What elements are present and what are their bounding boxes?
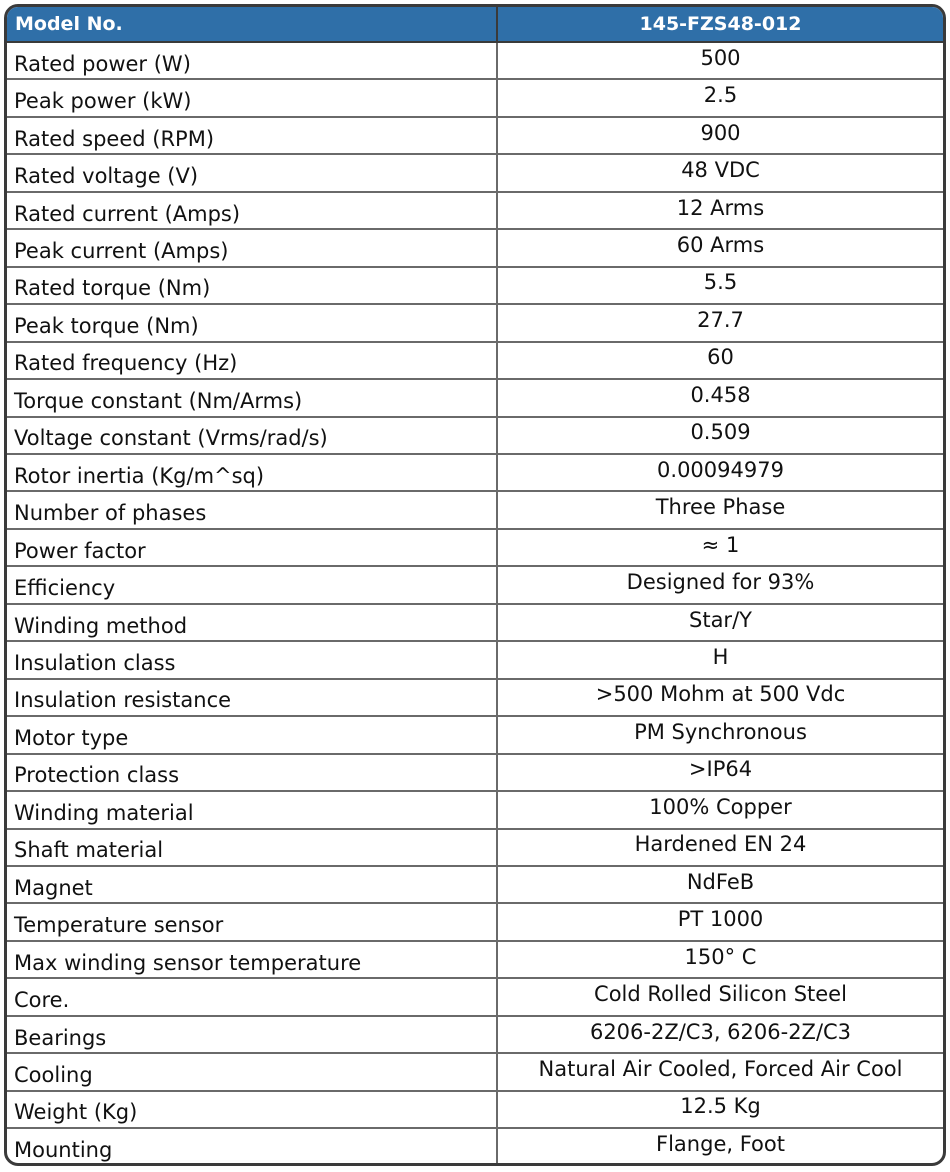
table-row xyxy=(7,1091,943,1128)
spec-value: 150° C xyxy=(497,941,943,978)
spec-label: Insulation class xyxy=(7,641,497,678)
spec-label: Motor type xyxy=(7,716,497,753)
spec-value: 6206-2Z/C3, 6206-2Z/C3 xyxy=(497,1016,943,1053)
spec-value: 27.7 xyxy=(497,304,943,341)
table-row xyxy=(7,79,943,116)
table-row xyxy=(7,679,943,716)
table-row xyxy=(7,417,943,454)
table-row xyxy=(7,1128,943,1165)
spec-value: Natural Air Cooled, Forced Air Cool xyxy=(497,1053,943,1090)
spec-label: Cooling xyxy=(7,1053,497,1090)
spec-value: 100% Copper xyxy=(497,791,943,828)
table-row xyxy=(7,491,943,528)
spec-label: Protection class xyxy=(7,754,497,791)
table-row xyxy=(7,1016,943,1053)
spec-label: Bearings xyxy=(7,1016,497,1053)
spec-label: Peak torque (Nm) xyxy=(7,304,497,341)
spec-label: Number of phases xyxy=(7,491,497,528)
header-model-label: Model No. xyxy=(7,7,497,42)
header-model-number: 145-FZS48-012 xyxy=(497,7,943,42)
spec-label: Weight (Kg) xyxy=(7,1091,497,1128)
spec-value: >IP64 xyxy=(497,754,943,791)
spec-value: Flange, Foot xyxy=(656,1132,785,1157)
table-row xyxy=(7,978,943,1015)
spec-value: Hardened EN 24 xyxy=(497,829,943,866)
spec-value: PT 1000 xyxy=(497,903,943,940)
spec-value: 0.00094979 xyxy=(497,454,943,491)
spec-value: 60 xyxy=(497,342,943,379)
header-row xyxy=(7,7,943,42)
table-row xyxy=(7,192,943,229)
spec-label: Shaft material xyxy=(7,829,497,866)
spec-value: 60 Arms xyxy=(497,229,943,266)
spec-label: Peak current (Amps) xyxy=(7,229,497,266)
spec-value: PM Synchronous xyxy=(497,716,943,753)
spec-label: Efficiency xyxy=(7,566,497,603)
spec-value: 5.5 xyxy=(497,267,943,304)
table-row xyxy=(7,941,943,978)
spec-label: Rotor inertia (Kg/m^sq) xyxy=(7,454,497,491)
table-row xyxy=(7,267,943,304)
spec-value: H xyxy=(497,641,943,678)
table-row xyxy=(7,154,943,191)
spec-value: >500 Mohm at 500 Vdc xyxy=(497,679,943,716)
spec-label: Temperature sensor xyxy=(7,903,497,940)
spec-value: Star/Y xyxy=(497,604,943,641)
spec-value: Three Phase xyxy=(497,491,943,528)
spec-label: Torque constant (Nm/Arms) xyxy=(7,379,497,416)
spec-label: Magnet xyxy=(7,866,497,903)
spec-label: Mounting xyxy=(7,1128,497,1165)
table-row xyxy=(7,829,943,866)
table-row xyxy=(7,604,943,641)
spec-label: Winding material xyxy=(7,791,497,828)
table-row xyxy=(7,716,943,753)
spec-value: 0.509 xyxy=(497,417,943,454)
spec-value: 0.458 xyxy=(497,379,943,416)
table-row xyxy=(7,903,943,940)
spec-value: 12 Arms xyxy=(497,192,943,229)
table-row xyxy=(7,566,943,603)
table-row xyxy=(7,379,943,416)
table-row xyxy=(7,304,943,341)
spec-label: Rated voltage (V) xyxy=(7,154,497,191)
table-row xyxy=(7,1053,943,1090)
spec-value: 2.5 xyxy=(497,79,943,116)
table-row xyxy=(7,117,943,154)
spec-table-frame xyxy=(4,4,946,1166)
spec-label: Rated current (Amps) xyxy=(7,192,497,229)
spec-label: Voltage constant (Vrms/rad/s) xyxy=(7,417,497,454)
table-row xyxy=(7,229,943,266)
table-row xyxy=(7,641,943,678)
spec-value: ≈ 1 xyxy=(497,529,943,566)
table-row xyxy=(7,866,943,903)
spec-value: 12.5 Kg xyxy=(497,1091,943,1128)
spec-label: Rated frequency (Hz) xyxy=(7,342,497,379)
table-row xyxy=(7,791,943,828)
spec-label: Max winding sensor temperature xyxy=(7,941,497,978)
spec-label: Insulation resistance xyxy=(7,679,497,716)
spec-label: Winding method xyxy=(7,604,497,641)
table-row xyxy=(7,342,943,379)
spec-label: Rated speed (RPM) xyxy=(7,117,497,154)
spec-value: Designed for 93% xyxy=(497,566,943,603)
spec-value: Cold Rolled Silicon Steel xyxy=(497,978,943,1015)
spec-label: Core. xyxy=(7,978,497,1015)
spec-label: Rated torque (Nm) xyxy=(7,267,497,304)
spec-value: 500 xyxy=(497,42,943,79)
spec-value: 900 xyxy=(497,117,943,154)
spec-value: NdFeB xyxy=(497,866,943,903)
table-row xyxy=(7,454,943,491)
table-row xyxy=(7,754,943,791)
spec-table xyxy=(7,7,943,1166)
spec-table-header xyxy=(7,7,943,42)
spec-table-body xyxy=(7,42,943,1166)
spec-label: Power factor xyxy=(7,529,497,566)
spec-value: 48 VDC xyxy=(497,154,943,191)
spec-label: Rated power (W) xyxy=(7,42,497,79)
table-row xyxy=(7,42,943,79)
table-row xyxy=(7,529,943,566)
spec-label: Peak power (kW) xyxy=(7,79,497,116)
